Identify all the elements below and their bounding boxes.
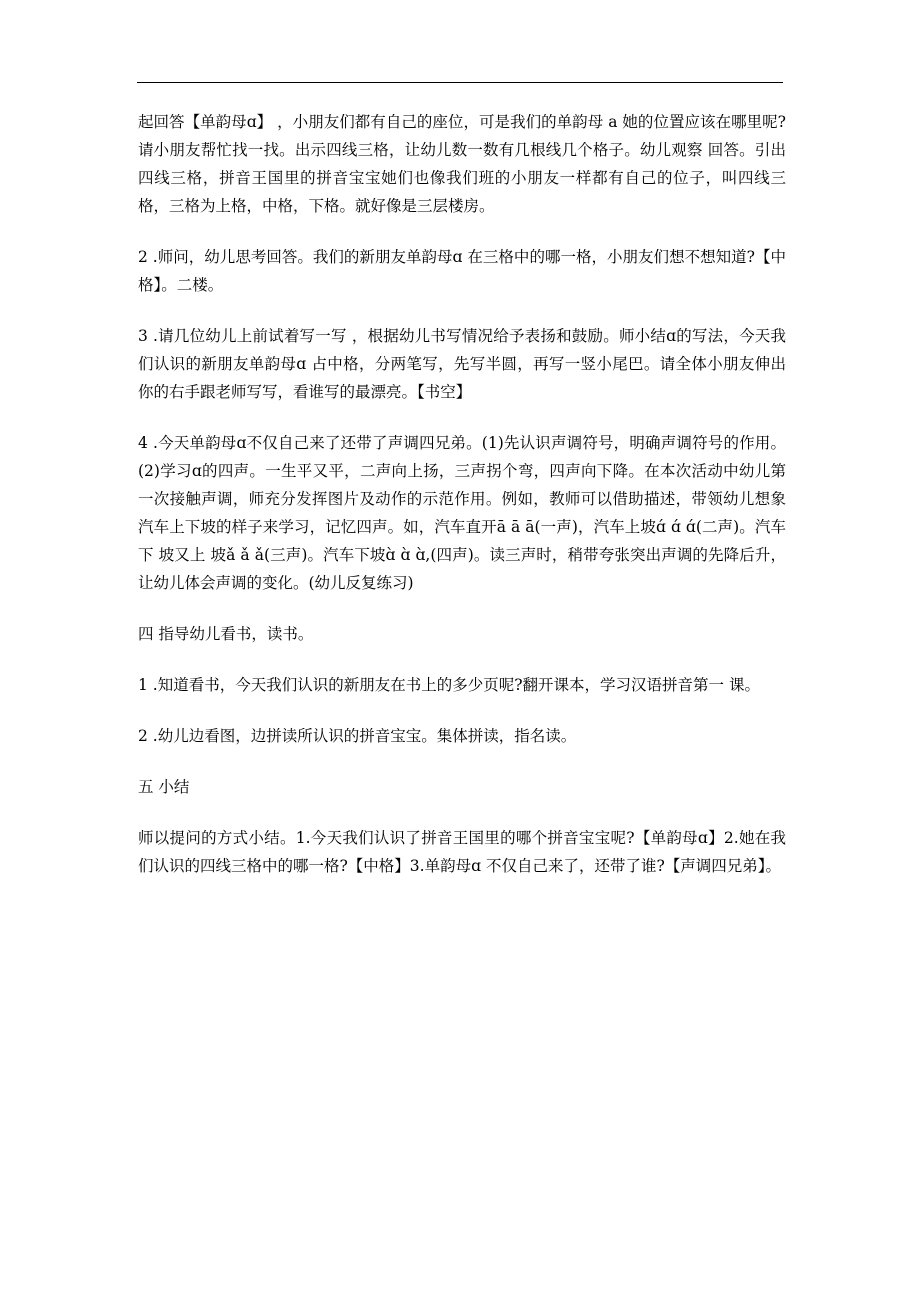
paragraph-reading-1: 1 .知道看书，今天我们认识的新朋友在书上的多少页呢?翻开课本，学习汉语拼音第一 课。 [138, 676, 760, 694]
paragraph-summary: 师以提问的方式小结。1.今天我们认识了拼音王国里的哪个拼音宝宝呢?【单韵母ɑ】2.她在我们认识的四线三格中的哪一格?【中格】3.单韵母ɑ 不仅自己来了，还带了谁?【声调四兄弟】。 [138, 829, 786, 875]
paragraph-step-4: 4 .今天单韵母ɑ不仅自己来了还带了声调四兄弟。(1)先认识声调符号，明确声调符号的作用。(2)学习ɑ的四声。一生平又平，二声向上扬，三声拐个弯，四声向下降。在本次活动中幼儿第一次接触声调，师充分发挥图片及动作的示范作用。例如，教师可以借助描述，带领幼儿想象汽车上下坡的样子来学习，记忆四声。如，汽车直开ā ā ā(一声)，汽车上坡ɑ́ ɑ́ ɑ́(二声)。汽车下 坡又上 坡ǎ ǎ ǎ(三声)。汽车下坡ɑ̀ ɑ̀ ɑ̀,(四声)。读三声时，稍带夸张突出声调的先降后升，让幼儿体会声调的变化。(幼儿反复练习) [138, 434, 786, 592]
section-heading-summary: 五 小结 [138, 778, 190, 796]
paragraph-step-3: 3 .请几位幼儿上前试着写一写 ，根据幼儿书写情况给予表扬和鼓励。师小结ɑ的写法，今天我们认识的新朋友单韵母ɑ 占中格，分两笔写，先写半圆，再写一竖小尾巴。请全体小朋友伸出你的右手跟老师写写，看谁写的最漂亮。【书空】 [138, 327, 786, 401]
header-rule [137, 82, 783, 83]
document-body [138, 108, 786, 903]
paragraph-reading-2: 2 .幼儿边看图，边拼读所认识的拼音宝宝。集体拼读，指名读。 [138, 727, 577, 745]
paragraph-step-2: 2 .师问，幼儿思考回答。我们的新朋友单韵母ɑ 在三格中的哪一格，小朋友们想不想知道?【中格】。二楼。 [138, 248, 786, 294]
paragraph-writing-grid-intro: 起回答【单韵母ɑ】 ，小朋友们都有自己的座位，可是我们的单韵母 a 她的位置应该在哪里呢?请小朋友帮忙找一找。出示四线三格，让幼儿数一数有几根线几个格子。幼儿观察 回答。引出四线三格，拼音王国里的拼音宝宝她们也像我们班的小朋友一样都有自己的位子，叫四线三格，三格为上格，中格，下格。就好像是三层楼房。 [138, 113, 786, 215]
section-heading-reading: 四 指导幼儿看书，读书。 [138, 625, 314, 643]
